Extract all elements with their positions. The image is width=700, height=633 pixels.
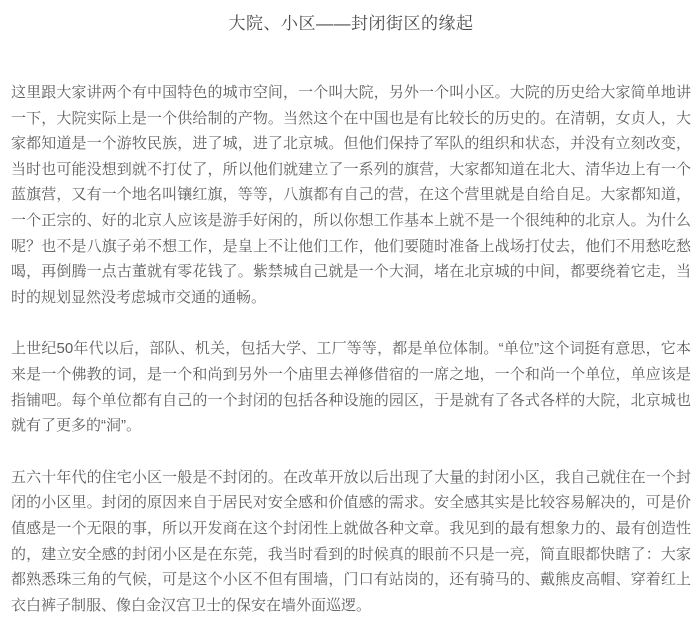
paragraph-2: 上世纪50年代以后，部队、机关，包括大学、工厂等等，都是单位体制。“单位”这个词挺有意思，它本来是一个佛教的词，是一个和尚到另外一个庙里去禅修借宿的一席之地，一个和尚一个单位，单应该是指铺吧。每个单位都有自己的一个封闭的包括各种设施的园区，于是就有了各式各样的大院，北京城也就有了更多的“洞”。 (11, 340, 691, 435)
paragraph-3: 五六十年代的住宅小区一般是不封闭的。在改革开放以后出现了大量的封闭小区，我自己就住在一个封闭的小区里。封闭的原因来自于居民对安全感和价值感的需求。安全感其实是比较容易解决的，可是价值感是一个无限的事，所以开发商在这个封闭性上就做各种文章。我见到的最有想象力的、最有创造性的，建立安全感的封闭小区是在东莞，我当时看到的时候真的眼前不只是一亮，简直眼都快瞎了：大家都熟悉珠三角的气候，可是这个小区不但有围墙，门口有站岗的，还有骑马的、戴熊皮高帽、穿着红上衣白裤子制服、像白金汉宫卫士的保安在墙外面巡逻。 (11, 468, 691, 614)
paragraph-1: 这里跟大家讲两个有中国特色的城市空间，一个叫大院，另外一个叫小区。大院的历史给大家简单地讲一下，大院实际上是一个供给制的产物。当然这个在中国也是有比较长的历史的。在清朝，女贞人，大家都知道是一个游牧民族，进了城，进了北京城。但他们保持了军队的组织和状态，并没有立刻改变，当时也可能没想到就不打仗了，所以他们就建立了一系列的旗营，大家都知道在北大、清华边上有一个蓝旗营，又有一个地名叫镶红旗，等等，八旗都有自己的营，在这个营里就是自给自足。大家都知道，一个正宗的、好的北京人应该是游手好闲的，所以你想工作基本上就不是一个很纯种的北京人。为什么呢？也不是八旗子弟不想工作，是皇上不让他们工作，他们要随时准备上战场打仗去，他们不用愁吃愁喝，再倒腾一点古董就有零花钱了。紫禁城自己就是一个大洞，堵在北京城的中间，都要绕着它走，当时的规划显然没考虑城市交通的通畅。 (11, 84, 691, 306)
page-title: 大院、小区——封闭街区的缘起 (228, 14, 474, 33)
